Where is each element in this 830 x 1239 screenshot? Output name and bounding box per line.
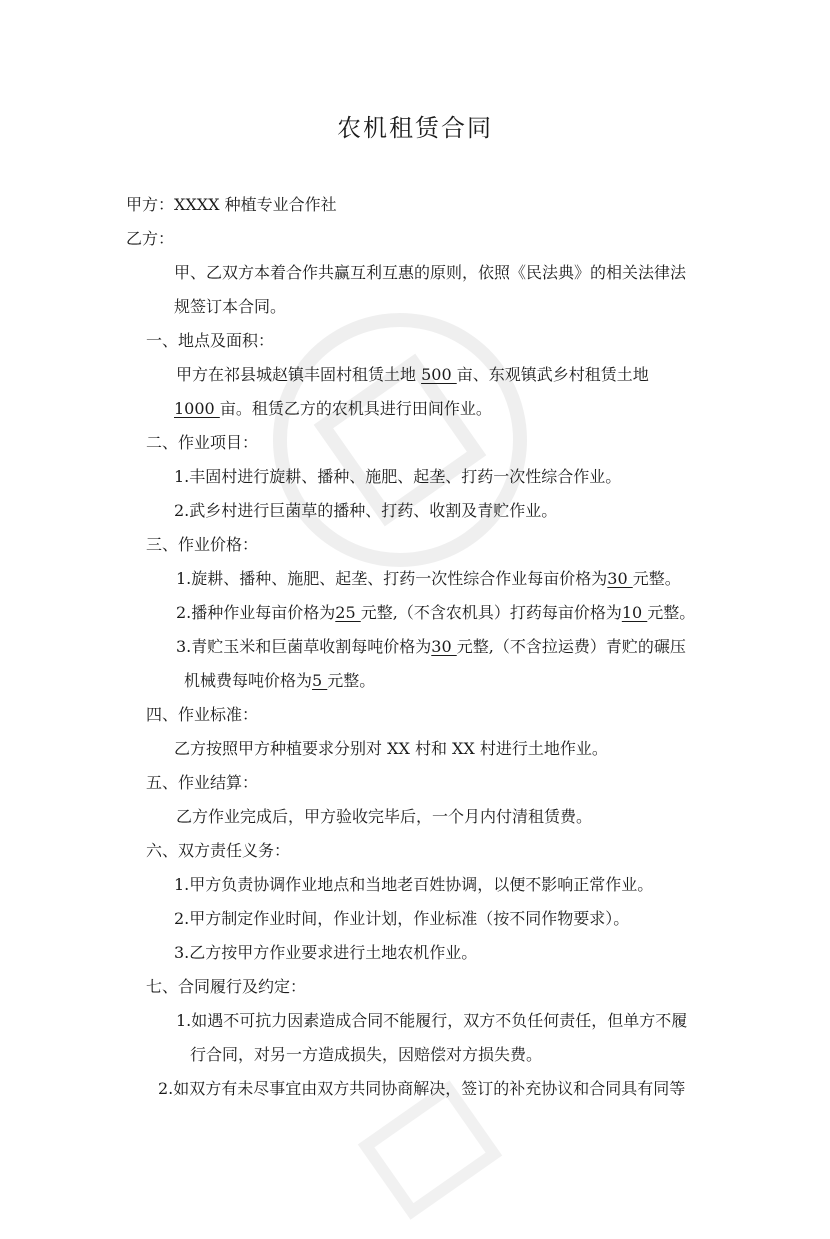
area-value-1: 500 bbox=[421, 365, 457, 384]
section-1-text-c: 亩。租赁乙方的农机具进行田间作业。 bbox=[219, 399, 492, 418]
section-2-item-2: 2.武乡村进行巨菌草的播种、打药、收割及青贮作业。 bbox=[174, 501, 558, 520]
section-3-item-3 bbox=[176, 636, 686, 658]
price-value-4: 30 bbox=[431, 637, 457, 656]
party-a: 甲方：XXXX 种植专业合作社 bbox=[126, 195, 337, 214]
section-3-item-3-cont bbox=[184, 670, 375, 692]
section-3-item-2 bbox=[176, 602, 695, 624]
section-7-heading: 七、合同履行及约定： bbox=[146, 977, 307, 996]
section-3-item-1-text: 1.旋耕、播种、施肥、起垄、打药一次性综合作业每亩价格为 bbox=[176, 569, 608, 588]
section-7-item-1-cont: 行合同，对另一方造成损失，因赔偿对方损失费。 bbox=[190, 1045, 543, 1064]
section-3-item-2-middle: 元整,（不含农机具）打药每亩价格为 bbox=[360, 603, 622, 622]
section-4-heading: 四、作业标准： bbox=[146, 705, 259, 724]
area-value-2: 1000 bbox=[174, 399, 220, 418]
section-4-text: 乙方按照甲方种植要求分别对 XX 村和 XX 村进行土地作业。 bbox=[174, 739, 608, 758]
intro-line-1: 甲、乙双方本着合作共赢互利互惠的原则，依照《民法典》的相关法律法 bbox=[174, 263, 687, 282]
section-1-line-2 bbox=[174, 398, 492, 420]
section-6-item-1: 1.甲方负责协调作业地点和当地老百姓协调，以便不影响正常作业。 bbox=[174, 875, 654, 894]
section-1-line-1 bbox=[176, 364, 649, 386]
section-3-item-3-text: 3.青贮玉米和巨菌草收割每吨价格为 bbox=[176, 637, 432, 656]
section-7-item-1: 1.如遇不可抗力因素造成合同不能履行，双方不负任何责任，但单方不履 bbox=[176, 1011, 688, 1030]
section-1-text-a: 甲方在祁县城赵镇丰固村租赁土地 bbox=[176, 365, 422, 384]
section-7-item-2: 2.如双方有未尽事宜由双方共同协商解决，签订的补充协议和合同具有同等 bbox=[158, 1079, 686, 1098]
price-value-3: 10 bbox=[621, 603, 648, 622]
price-value-1: 30 bbox=[607, 569, 633, 588]
price-value-5: 5 bbox=[312, 671, 328, 690]
section-3-heading: 三、作业价格： bbox=[146, 535, 259, 554]
section-3-item-1 bbox=[176, 568, 681, 590]
section-5-text: 乙方作业完成后，甲方验收完毕后，一个月内付清租赁费。 bbox=[176, 807, 593, 826]
section-3-item-3-suffix: 元整。 bbox=[327, 671, 376, 690]
section-1-text-b: 亩、东观镇武乡村租赁土地 bbox=[456, 365, 649, 384]
page-title: 农机租赁合同 bbox=[337, 114, 493, 142]
section-3-item-1-suffix: 元整。 bbox=[632, 569, 681, 588]
section-6-item-3: 3.乙方按甲方作业要求进行土地农机作业。 bbox=[174, 943, 478, 962]
section-3-item-2-suffix: 元整。 bbox=[647, 603, 696, 622]
section-3-item-3-cont-text: 机械费每吨价格为 bbox=[184, 671, 313, 690]
section-3-item-3-middle: 元整,（不含拉运费）青贮的碾压 bbox=[456, 637, 686, 656]
party-b: 乙方： bbox=[126, 229, 175, 248]
section-6-heading: 六、双方责任义务： bbox=[146, 841, 291, 860]
section-6-item-2: 2.甲方制定作业时间，作业计划，作业标准（按不同作物要求）。 bbox=[174, 909, 630, 928]
section-5-heading: 五、作业结算： bbox=[146, 773, 259, 792]
intro-line-2: 规签订本合同。 bbox=[174, 297, 287, 316]
section-2-item-1: 1.丰固村进行旋耕、播种、施肥、起垄、打药一次性综合作业。 bbox=[174, 467, 622, 486]
price-value-2: 25 bbox=[335, 603, 361, 622]
section-2-heading: 二、作业项目： bbox=[146, 433, 259, 452]
section-1-heading: 一、地点及面积： bbox=[146, 331, 275, 350]
section-3-item-2-text: 2.播种作业每亩价格为 bbox=[176, 603, 336, 622]
